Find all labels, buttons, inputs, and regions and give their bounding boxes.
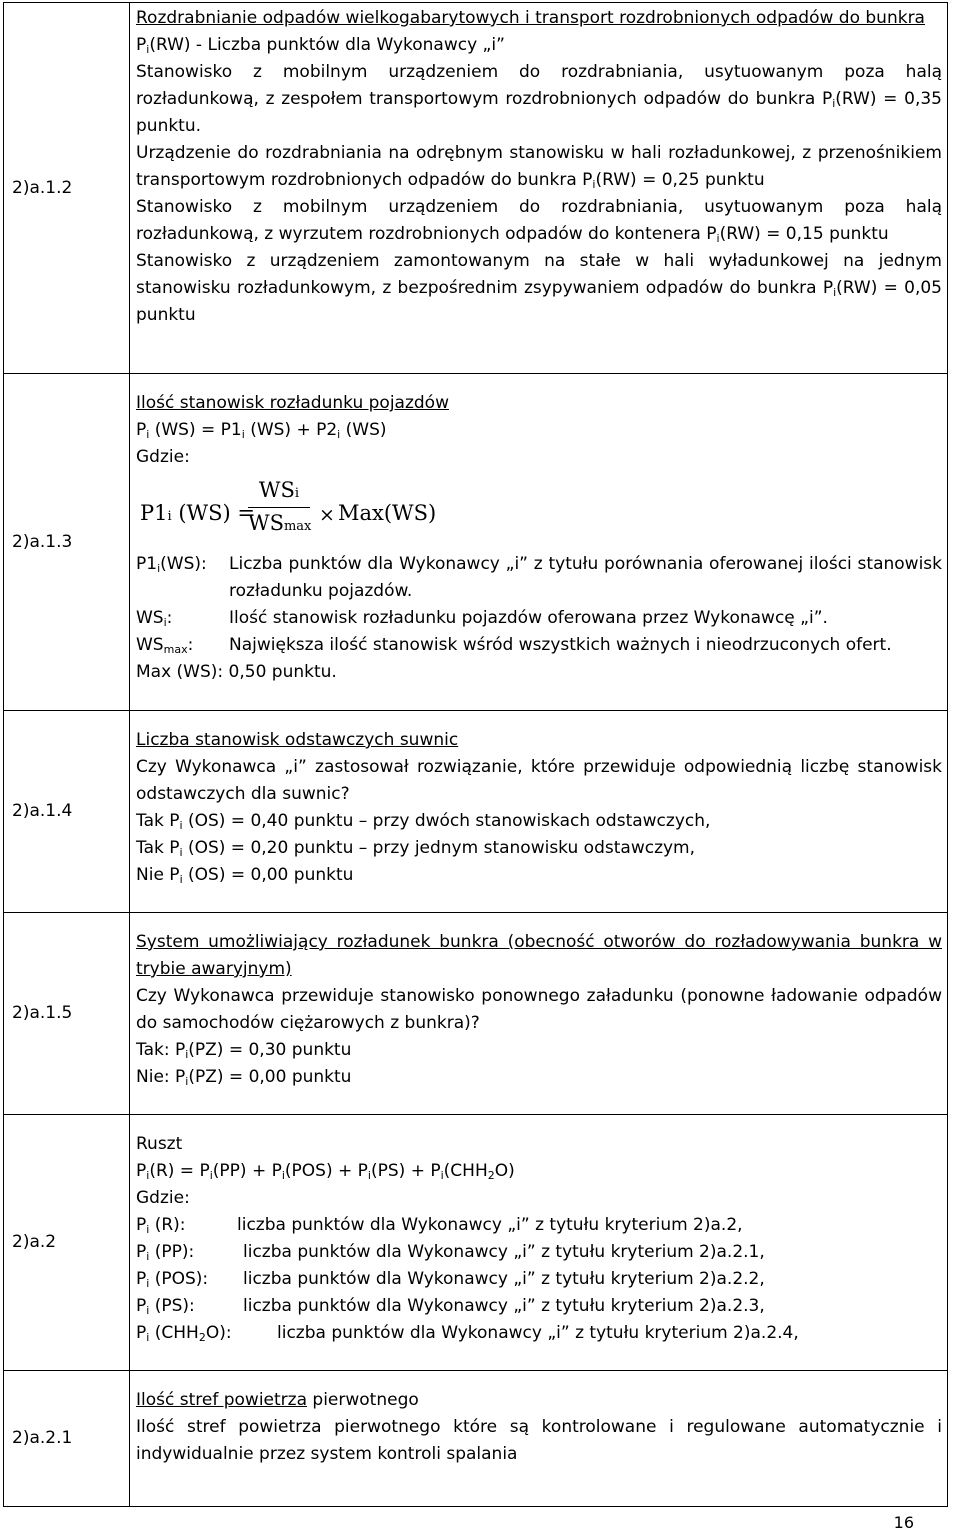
definition-item: Pi (CHH2O): liczba punktów dla Wykonawcy „i” z tytułu kryterium 2)a.2.4,	[136, 1323, 799, 1344]
answer-line: Tak Pi (OS) = 0,40 punktu – przy dwóch stanowiskach odstawczych,	[136, 811, 711, 832]
criterion-heading: Rozdrabnianie odpadów wielkogabarytowych i transport rozdrobnionych odpadów do bunkra	[136, 8, 925, 28]
table-row	[4, 1115, 948, 1371]
criterion-heading: Ruszt	[136, 1134, 183, 1154]
definition-item: WSi: Ilość stanowisk rozładunku pojazdów oferowana przez Wykonawcę „i”.	[136, 608, 828, 629]
formula-rhs: Max(WS)	[338, 501, 437, 525]
option-text: Stanowisko z mobilnym urządzeniem do rozdrabniania, usytuowanym poza halą rozładunkową, z wyrzutem rozdrobnionych odpadów do kontenera Pi(RW) = 0,15 punktu	[136, 197, 942, 245]
equation-line: Pi (WS) = P1i (WS) + P2i (WS)	[136, 420, 387, 441]
criterion-description: Ilość stref powietrza pierwotnego które są kontrolowane i regulowane automatycznie i indywidualnie przez system kontroli spalania	[136, 1417, 942, 1464]
table-row	[4, 1371, 948, 1507]
page-number: 16	[893, 1513, 914, 1532]
criterion-number: 2)a.1.5	[4, 913, 130, 1115]
criterion-number: 2)a.1.4	[4, 711, 130, 913]
criterion-number: 2)a.2.1	[4, 1371, 130, 1507]
criterion-content	[130, 1115, 948, 1371]
definition-list	[136, 551, 942, 659]
definition-item: Pi (PP): liczba punktów dla Wykonawcy „i” z tytułu kryterium 2)a.2.1,	[136, 1242, 765, 1263]
criterion-content	[130, 3, 948, 374]
gdzie-label: Gdzie:	[136, 1188, 190, 1208]
table-row	[4, 711, 948, 913]
criterion-heading: System umożliwiający rozładunek bunkra (obecność otworów do rozładowywania bunkra w trybie awaryjnym)	[136, 932, 942, 979]
criterion-content	[130, 913, 948, 1115]
criterion-heading: Ilość stref powietrza pierwotnego	[136, 1390, 419, 1410]
definition-item: P1i(WS): Liczba punktów dla Wykonawcy „i” z tytułu porównania oferowanej ilości stanowisk rozładunku pojazdów.	[136, 554, 942, 601]
criterion-points-label: Pi(RW) - Liczba punktów dla Wykonawcy „i”	[136, 35, 505, 56]
definition-item: Pi (R): liczba punktów dla Wykonawcy „i” z tytułu kryterium 2)a.2,	[136, 1215, 743, 1236]
multiply-sign: ×	[319, 504, 335, 526]
table-row	[4, 3, 948, 374]
criterion-content	[130, 1371, 948, 1507]
answer-line: Nie Pi (OS) = 0,00 punktu	[136, 865, 354, 886]
fraction-bar	[248, 507, 310, 508]
definition-item: Pi (POS): liczba punktów dla Wykonawcy „i” z tytułu kryterium 2)a.2.2,	[136, 1269, 765, 1290]
answer-line: Tak Pi (OS) = 0,20 punktu – przy jednym stanowisku odstawczym,	[136, 838, 696, 859]
max-points: Max (WS): 0,50 punktu.	[136, 662, 337, 682]
table-row	[4, 374, 948, 711]
criterion-content	[130, 374, 948, 711]
criterion-heading: Liczba stanowisk odstawczych suwnic	[136, 730, 459, 750]
option-text: Urządzenie do rozdrabniania na odrębnym stanowisku w hali rozładunkowej, z przenośnikiem transportowym rozdrobnionych odpadów do bunkra Pi(RW) = 0,25 punktu	[136, 143, 942, 191]
formula	[136, 473, 942, 551]
criterion-number: 2)a.2	[4, 1115, 130, 1371]
criterion-number: 2)a.1.2	[4, 3, 130, 374]
criterion-question: Czy Wykonawca przewiduje stanowisko ponownego załadunku (ponowne ładowanie odpadów do samochodów ciężarowych z bunkra)?	[136, 986, 942, 1033]
criteria-table	[3, 2, 948, 1507]
formula-fraction: WSi WSmax	[248, 478, 312, 535]
option-text: Stanowisko z mobilnym urządzeniem do rozdrabniania, usytuowanym poza halą rozładunkową, z zespołem transportowym rozdrobnionych odpadów do bunkra Pi(RW) = 0,35 punktu.	[136, 62, 942, 136]
criterion-question: Czy Wykonawca „i” zastosował rozwiązanie, które przewiduje odpowiednią liczbę stanowisk odstawczych dla suwnic?	[136, 757, 942, 804]
definition-item: Pi (PS): liczba punktów dla Wykonawcy „i” z tytułu kryterium 2)a.2.3,	[136, 1296, 765, 1317]
definition-item: WSmax: Największa ilość stanowisk wśród wszystkich ważnych i nieodrzuconych ofert.	[136, 635, 892, 656]
answer-line: Nie: Pi(PZ) = 0,00 punktu	[136, 1067, 352, 1088]
table-row	[4, 913, 948, 1115]
equation-line: Pi(R) = Pi(PP) + Pi(POS) + Pi(PS) + Pi(CHH2O)	[136, 1161, 515, 1182]
answer-line: Tak: Pi(PZ) = 0,30 punktu	[136, 1040, 352, 1061]
criterion-content	[130, 711, 948, 913]
gdzie-label: Gdzie:	[136, 447, 190, 467]
criterion-number: 2)a.1.3	[4, 374, 130, 711]
definition-list	[136, 1212, 942, 1347]
formula-lhs: P1i (WS) =	[140, 501, 255, 525]
option-text: Stanowisko z urządzeniem zamontowanym na stałe w hali wyładunkowej na jednym stanowisku rozładunkowym, z bezpośrednim zsypywaniem odpadów do bunkra Pi(RW) = 0,05 punktu	[136, 251, 942, 325]
criterion-heading: Ilość stanowisk rozładunku pojazdów	[136, 393, 449, 413]
